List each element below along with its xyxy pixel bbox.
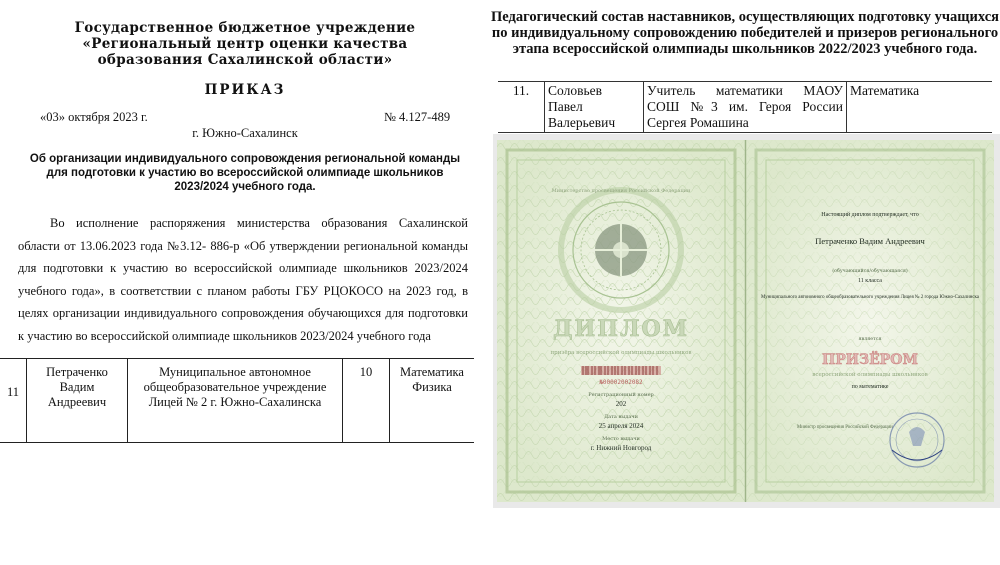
order-city: г. Южно-Сахалинск: [192, 126, 298, 140]
diploma-grade: 11 класса: [858, 278, 882, 284]
student-school: Муниципальное автономное общеобразовательное учреждение Лицей № 2 г. Южно-Сахалинска: [128, 359, 343, 443]
diploma-subject: по математике: [851, 384, 889, 390]
diploma-image: [497, 140, 994, 502]
mentor-position: Учитель математики МАОУ СОШ №3 им. Героя России Сергея Ромашина: [644, 82, 847, 133]
diploma-olympiad: всероссийской олимпиады школьников: [812, 372, 928, 378]
order-body: Во исполнение распоряжения министерства образования Сахалинской области от 13.06.2023 года №3.12- 886-р «Об утверждении региональной команды для подготовки к участию во всероссийской олимпиаде школьников 2023/2024 учебного года», в соответствии с планом работы ГБУ РЦОКОСО на 2023 год, в целях организации индивидуального сопровождения обучающихся для подготовки к участию во всероссийской олимпиаде школьников 2023/2024 учебного года: [18, 216, 468, 343]
diploma-award-sub: призёра всероссийской олимпиады школьников: [550, 350, 692, 356]
mentor-subject: Математика: [847, 82, 993, 133]
mentor-name: Соловьев Павел Валерьевич: [545, 82, 644, 133]
mentor-row-number: 11.: [498, 82, 545, 133]
row-number: 11: [0, 359, 27, 443]
place-label: Место выдачи: [602, 436, 640, 442]
diploma-school: Муниципального автономного общеобразовательного учреждения Лицея № 2 города Южно-Сахалинска: [761, 295, 979, 300]
mentor-document: [490, 0, 1000, 565]
reg-label: Регистрационный номер: [588, 392, 654, 398]
issue-date: 25 апреля 2024: [598, 422, 644, 430]
order-subject: Об организации индивидуального сопровождения региональной команды для подготовки к участию во всероссийской олимпиаде школьников 2023/2024 учебного года.: [29, 153, 461, 193]
organization-header: [0, 20, 490, 68]
diploma-serial: №00002002082: [599, 379, 643, 386]
order-date: «03» октября 2023 г.: [40, 110, 148, 124]
order-title: ПРИКАЗ: [204, 82, 286, 98]
issue-place: г. Нижний Новгород: [590, 444, 652, 452]
student-subjects: Математика Физика: [390, 359, 475, 443]
diploma-award-word: ДИПЛОМ: [552, 316, 690, 342]
org-line-2: «Региональный центр оценки качества: [82, 36, 408, 52]
diploma-student-name: Петраченко Вадим Андреевич: [815, 236, 925, 246]
table-row: [0, 359, 474, 443]
diploma-confirm: Настоящий диплом подтверждает, что: [821, 212, 919, 218]
mentor-table: [498, 81, 992, 133]
diploma-prize: ПРИЗЁРОМ: [822, 352, 918, 368]
diploma-left-header: Министерство просвещения Российской Федерации: [551, 188, 691, 194]
date-label: Дата выдачи: [604, 414, 638, 420]
order-number: № 4.127-489: [384, 110, 451, 124]
org-line-1: Государственное бюджетное учреждение: [74, 20, 416, 36]
student-grade: 10: [343, 359, 390, 443]
student-name: Петраченко Вадим Андреевич: [27, 359, 128, 443]
diploma-minister: Министр просвещения Российской Федерации: [797, 425, 893, 430]
student-table: [0, 358, 474, 443]
order-document: [0, 0, 490, 565]
serial-barcode: [581, 366, 661, 375]
diploma-student-label: (обучающийся/обучающаяся): [832, 269, 908, 274]
table-row: [498, 82, 992, 133]
mentor-list-title: Педагогический состав наставников, осуществляющих подготовку учащихся по индивидуальному сопровождению победителей и призеров регионального этапа всероссийской олимпиады школьников 2022/2023 учебного года.: [490, 9, 1000, 57]
reg-number: 202: [615, 400, 627, 408]
org-line-3: образования Сахалинской области»: [97, 52, 393, 68]
diploma-is: является: [858, 337, 882, 342]
